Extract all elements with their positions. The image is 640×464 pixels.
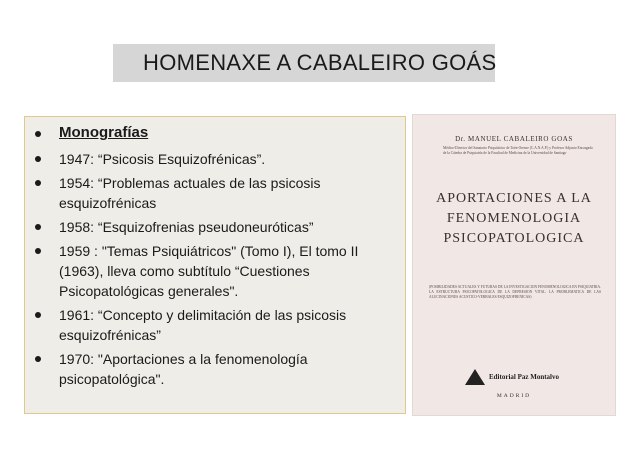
book-affiliation: Médico-Director del Sanatorio Psiquiátrico de Toén-Orense (C.A.N.A.P.) y Profesor Adjunto Encargado de la Cátedra de Psiquiatría de la Facultad de Medicina de la Universidad de Santiago (443, 146, 593, 155)
list-item: 1958: “Esquizofrenias pseudoneuróticas” (33, 217, 395, 237)
slide-title: HOMENAXE A CABALEIRO GOÁS (143, 50, 497, 75)
book-title-line: FENOMENOLOGIA (446, 211, 582, 226)
monographs-panel (24, 116, 406, 414)
book-title-line: PSICOPATOLOGICA (443, 231, 585, 246)
list-item: 1959 : "Temas Psiquiátricos" (Tomo I), El tomo II (1963), lleva como subtítulo “Cuestiones Psicopatológicas generales". (33, 241, 395, 301)
list-item: 1961: “Concepto y delimitación de las psicosis esquizofrénicas” (33, 305, 395, 345)
monographs-heading: Monografías (33, 123, 395, 143)
book-author: Dr. MANUEL CABALEIRO GOAS (455, 135, 573, 143)
list-item: 1970: "Aportaciones a la fenomenología psicopatológica". (33, 349, 395, 389)
book-city: MADRID (496, 393, 532, 399)
book-subtitle: (POSIBILIDADES ACTUALES Y FUTURAS DE LA INVESTIGACION FENOMENOLOGICA EN PSIQUIATRIA. LA ESTRUCTURA PSICOPATOLOGICA DE LA DEPRESION VITAL. LA PROBLEMATICA DE LAS ALUCINACIONES ACUSTICO-VERBALES ESQUIZOFRENICAS) (429, 285, 601, 299)
book-title-line: APORTACIONES A LA (436, 191, 592, 206)
monographs-list (33, 123, 395, 389)
slide-title-bar (113, 44, 495, 82)
book-publisher: Editorial Paz Montalvo (489, 373, 559, 381)
publisher-row (465, 369, 559, 385)
book-title (413, 189, 615, 249)
list-item: 1954: “Problemas actuales de las psicosis esquizofrénicas (33, 173, 395, 213)
list-item: 1947: “Psicosis Esquizofrénicas”. (33, 149, 395, 169)
book-cover-image (412, 114, 616, 416)
publisher-logo-icon (465, 369, 485, 385)
